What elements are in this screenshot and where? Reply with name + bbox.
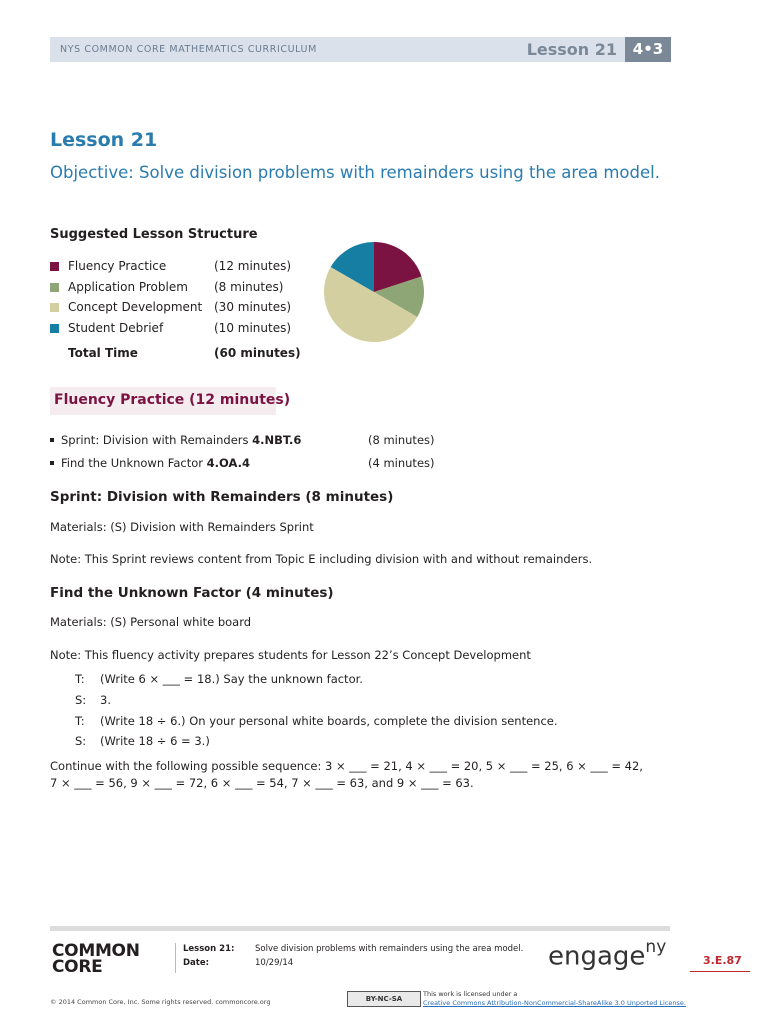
header-lesson: Lesson 21 (526, 40, 617, 59)
bullet-icon (50, 461, 54, 465)
ny-text: ny (645, 937, 667, 957)
speaker: T: (75, 672, 85, 686)
bullet-icon (50, 438, 54, 442)
license-link[interactable]: Creative Commons Attribution-NonCommercial-ShareAlike 3.0 Unported License. (423, 999, 686, 1007)
legend-swatch (50, 283, 59, 292)
bullet-text: Find the Unknown Factor (61, 456, 207, 470)
sequence-line-2: 7 × ___ = 56, 9 × ___ = 72, 6 × ___ = 54, 7 × ___ = 63, and 9 × ___ = 63. (50, 776, 474, 790)
dialogue-text: (Write 18 ÷ 6.) On your personal white boards, complete the division sentence. (100, 714, 558, 728)
unknown-note: Note: This fluency activity prepares students for Lesson 22’s Concept Development (50, 648, 531, 662)
unknown-heading: Find the Unknown Factor (4 minutes) (50, 585, 334, 601)
page-number-rule (690, 971, 750, 972)
module-badge: 4•3 (625, 37, 671, 62)
standard-code: 4.NBT.6 (252, 433, 302, 447)
engageny-logo (548, 937, 667, 972)
structure-time: (30 minutes) (214, 300, 292, 314)
cc-license-badge[interactable]: BY-NC-SA (347, 991, 421, 1007)
bullet-text: Sprint: Division with Remainders (61, 433, 253, 447)
sprint-materials: Materials: (S) Division with Remainders Sprint (50, 520, 314, 534)
footer-lesson-label: Lesson 21: (183, 944, 235, 954)
lesson-title: Lesson 21 (50, 129, 158, 151)
bullet-time: (8 minutes) (368, 433, 435, 447)
legend-swatch (50, 303, 59, 312)
dialogue-text: (Write 6 × ___ = 18.) Say the unknown factor. (100, 672, 363, 686)
engage-text: engage (548, 941, 646, 972)
legend-swatch (50, 324, 59, 333)
speaker: S: (75, 734, 87, 748)
sprint-heading: Sprint: Division with Remainders (8 minutes) (50, 489, 394, 505)
fluency-bullet (50, 456, 435, 470)
objective: Objective: Solve division problems with remainders using the area model. (50, 163, 660, 182)
header-bar (50, 37, 671, 62)
legend-swatch (50, 262, 59, 271)
copyright: © 2014 Common Core, Inc. Some rights reserved. commoncore.org (50, 998, 271, 1006)
page-number: 3.E.87 (703, 954, 742, 967)
structure-time: (12 minutes) (214, 259, 292, 273)
footer-divider (50, 926, 670, 931)
fluency-heading-box (50, 387, 291, 415)
speaker: S: (75, 693, 87, 707)
dialogue-text: (Write 18 ÷ 6 = 3.) (100, 734, 210, 748)
structure-label: Application Problem (68, 280, 188, 294)
logo-line-2: CORE (52, 957, 103, 977)
structure-label: Student Debrief (68, 321, 164, 335)
fluency-heading: Fluency Practice (12 minutes) (54, 392, 291, 408)
footer-lesson-value: Solve division problems with remainders using the area model. (255, 944, 524, 954)
structure-label: Concept Development (68, 300, 203, 314)
unknown-materials: Materials: (S) Personal white board (50, 615, 252, 629)
structure-title: Suggested Lesson Structure (50, 227, 258, 242)
sprint-note: Note: This Sprint reviews content from Topic E including division with and without remainders. (50, 552, 593, 566)
sequence-line-1: Continue with the following possible sequence: 3 × ___ = 21, 4 × ___ = 20, 5 × ___ = 25, 6 × ___ = 42, (50, 759, 643, 773)
footer-date-value: 10/29/14 (255, 958, 294, 968)
footer-separator (175, 943, 176, 973)
structure-label: Fluency Practice (68, 259, 167, 273)
curriculum-title: NYS COMMON CORE MATHEMATICS CURRICULUM (60, 44, 317, 55)
footer-date-label: Date: (183, 958, 210, 968)
structure-time: (8 minutes) (214, 280, 284, 294)
speaker: T: (75, 714, 85, 728)
common-core-logo (52, 943, 140, 975)
structure-time: (10 minutes) (214, 321, 292, 335)
lesson-structure-pie (322, 240, 426, 344)
total-time: (60 minutes) (214, 346, 301, 360)
dialogue-text: 3. (100, 693, 111, 707)
license-text: This work is licensed under a (423, 990, 518, 998)
bullet-time: (4 minutes) (368, 456, 435, 470)
total-label: Total Time (68, 346, 138, 360)
logo-line-1: COMMON (52, 941, 140, 961)
fluency-bullet (50, 433, 435, 447)
standard-code: 4.OA.4 (206, 456, 250, 470)
